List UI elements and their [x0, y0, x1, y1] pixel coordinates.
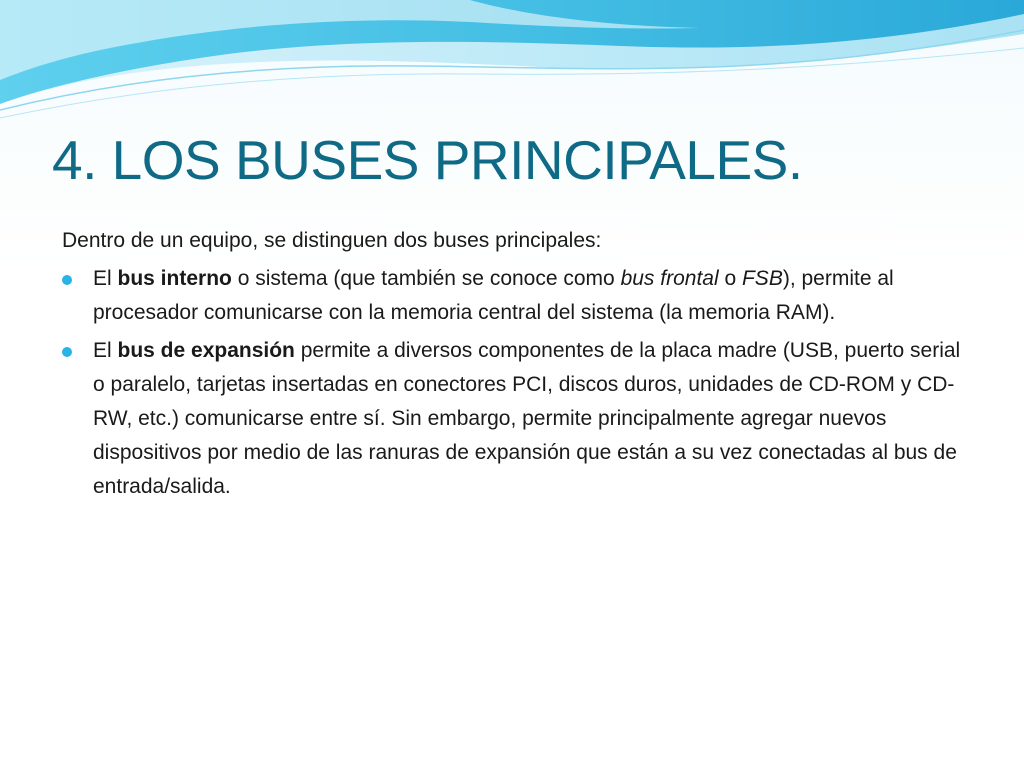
text-segment: El: [93, 267, 118, 290]
text-segment: o: [718, 267, 742, 290]
term-bus-frontal: bus frontal: [620, 267, 719, 290]
text-segment: permite a diversos componentes de la placa madre (USB, puerto serial o paralelo, tarjetas insertadas en conectores PCI, discos duros, unidades de CD-ROM y CD-RW, etc.) comunicarse entre sí. Sin embargo, permite principalmente agregar nuevos dispositivos por medio de las ranuras de expansión que están a su vez conectadas al bus de entrada/salida.: [93, 339, 961, 498]
intro-text: Dentro de un equipo, se distinguen dos buses principales:: [62, 229, 602, 252]
bullet-item-bus-expansion: [62, 334, 962, 504]
term-fsb: FSB: [741, 267, 783, 290]
slide-body: [62, 222, 962, 508]
bullet-list: [62, 262, 962, 504]
text-segment: ), permite al procesador comunicarse con la memoria central del sistema (la memoria RAM).: [93, 267, 894, 324]
decorative-wave-header: [0, 0, 1024, 130]
text-segment: El: [93, 339, 118, 362]
bullet-dot-icon: [62, 275, 72, 285]
bullet-item-bus-interno: [62, 262, 962, 330]
term-bus-de-expansion: bus de expansión: [117, 339, 295, 362]
bullet-dot-icon: [62, 347, 72, 357]
slide-title: 4. LOS BUSES PRINCIPALES.: [52, 129, 803, 191]
text-segment: o sistema (que también se conoce como: [231, 267, 621, 290]
term-bus-interno: bus interno: [117, 267, 232, 290]
